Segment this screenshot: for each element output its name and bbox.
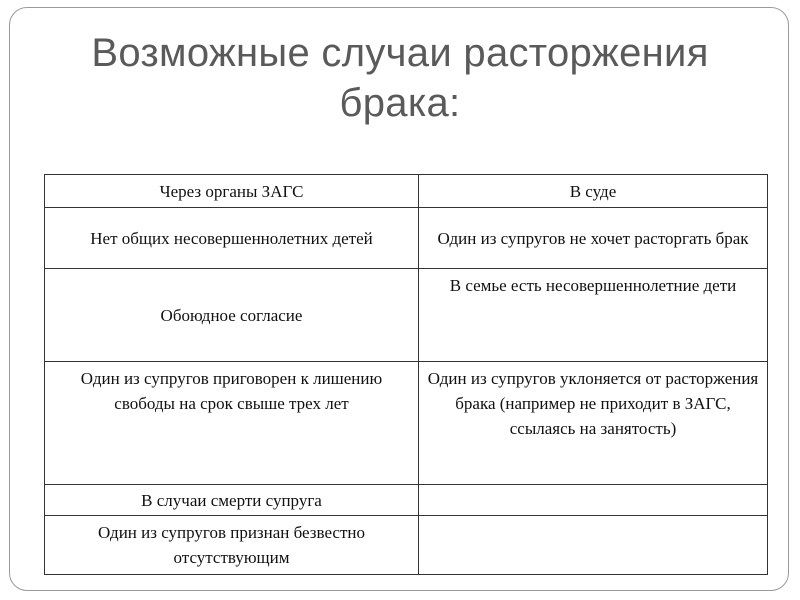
table-cell: Один из супругов не хочет расторгать брак — [419, 208, 768, 269]
header-cell-zags: Через органы ЗАГС — [45, 175, 419, 208]
page-title — [30, 28, 770, 128]
table-row — [45, 516, 768, 575]
table-cell: Обоюдное согласие — [45, 269, 419, 362]
table-row — [45, 485, 768, 516]
table-cell: Нет общих несовершеннолетних детей — [45, 208, 419, 269]
table-cell: В случаи смерти супруга — [45, 485, 419, 516]
table-cell: Один из супругов уклоняется от расторжения брака (например не приходит в ЗАГС, ссылаясь на занятость) — [419, 362, 768, 485]
header-cell-court: В суде — [419, 175, 768, 208]
title-line-1: Возможные случаи расторжения — [91, 31, 709, 75]
divorce-cases-table — [44, 174, 768, 575]
title-line-2: брака: — [339, 81, 461, 125]
table-cell: Один из супругов приговорен к лишению свободы на срок свыше трех лет — [45, 362, 419, 485]
table-header-row — [45, 175, 768, 208]
table-cell: В семье есть несовершеннолетние дети — [419, 269, 768, 362]
table-cell-empty — [419, 485, 768, 516]
table-cell-empty — [419, 516, 768, 575]
table-row — [45, 362, 768, 485]
table-row — [45, 208, 768, 269]
table-row — [45, 269, 768, 362]
table-cell: Один из супругов признан безвестно отсутствующим — [45, 516, 419, 575]
